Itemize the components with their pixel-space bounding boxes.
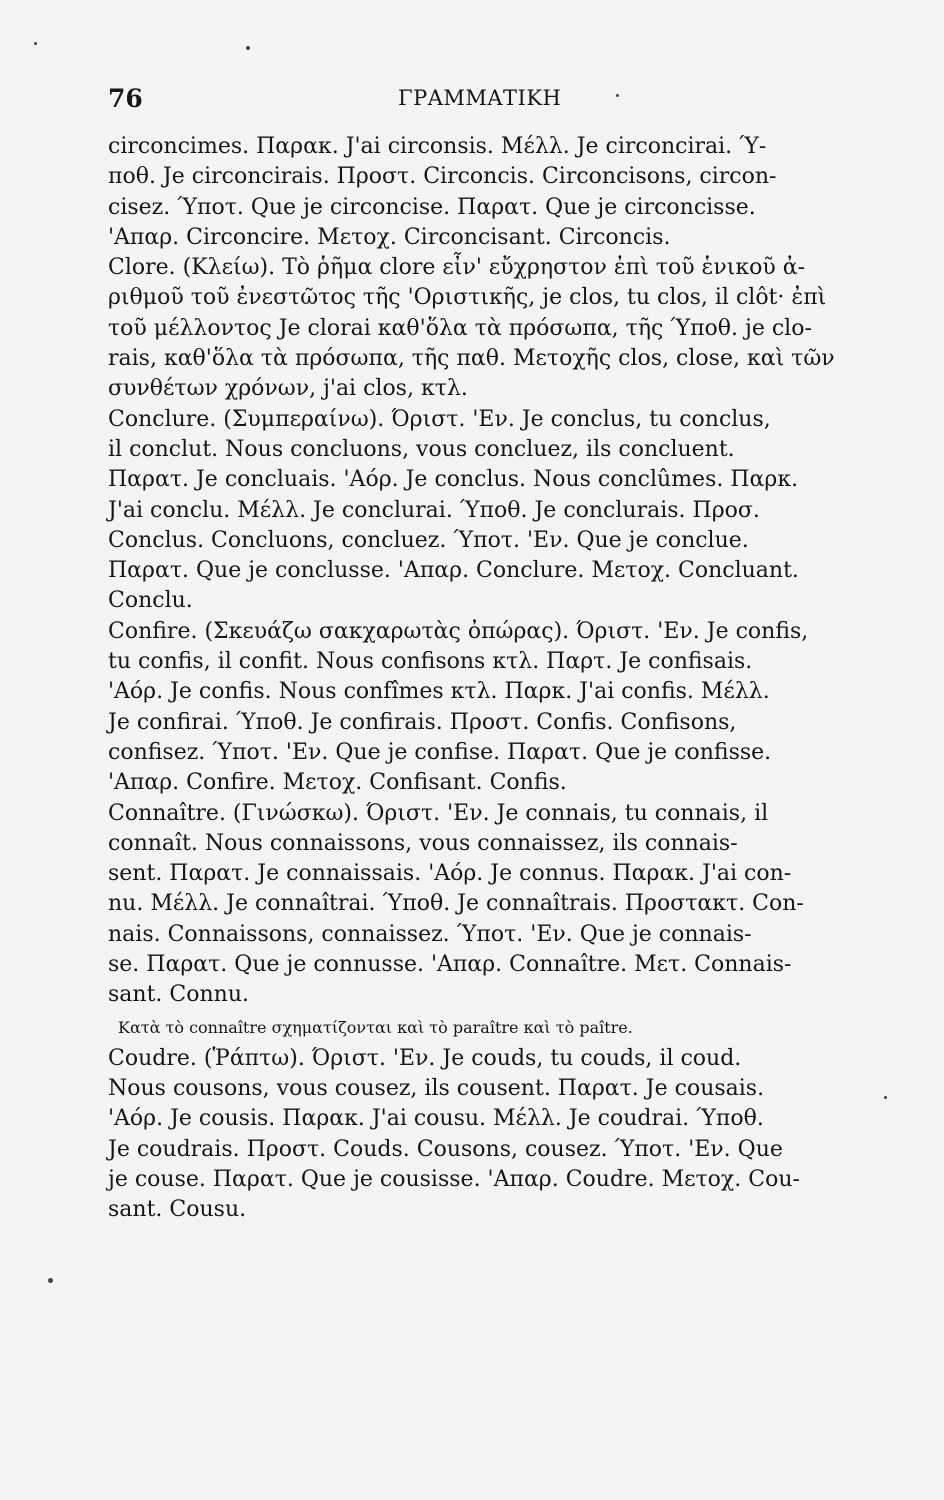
text-line: J'ai conclu. Μέλλ. Je conclurai. Ύποθ. Je conclurais. Προσ. (108, 497, 760, 523)
text-line: συνθέτων χρόνων, j'ai clos, κτλ. (108, 376, 468, 402)
text-line: rais, καθ'ὅλα τὰ πρόσωπα, τῆς παθ. Μετοχῆς clos, close, καὶ τῶν (108, 346, 835, 372)
text-line: τοῦ μέλλοντος Je clorai καθ'ὅλα τὰ πρόσωπα, τῆς Ύποθ. je clo- (108, 315, 812, 341)
dust-speck (884, 1096, 887, 1099)
text-line: Παρατ. Que je conclusse. 'Απαρ. Conclure. Μετοχ. Concluant. (108, 558, 799, 584)
page-header (108, 84, 866, 124)
text-line: ριθμοῦ τοῦ ἐνεστῶτος τῆς 'Οριστικῆς, je clos, tu clos, il clôt· ἐπὶ (108, 285, 827, 311)
text-line: Coudre. (Ῥάπτω). Όριστ. 'Εν. Je couds, tu couds, il coud. (108, 1045, 742, 1071)
footnote-line: Κατὰ τὸ connaître σχηματίζονται καὶ τὸ paraître καὶ τὸ paître. (118, 1017, 633, 1037)
running-title: ΓΡΑΜΜΑΤΙΚΗ (398, 86, 562, 110)
text-line: nu. Μέλλ. Je connaîtrai. Ύποθ. Je connaîtrais. Προστακτ. Con- (108, 891, 804, 917)
text-line: tu confis, il confit. Nous confisons κτλ. Παρτ. Je confisais. (108, 649, 753, 675)
text-line: Je coudrais. Προστ. Couds. Cousons, cousez. Ύποτ. 'Εν. Que (108, 1136, 783, 1162)
text-line: 'Αόρ. Je cousis. Παρακ. J'ai cousu. Μέλλ. Je coudrai. Ύποθ. (108, 1106, 764, 1132)
text-line: connaît. Nous connaissons, vous connaissez, ils connais- (108, 830, 738, 856)
text-line: sant. Cousu. (108, 1197, 247, 1223)
text-line: Παρατ. Je concluais. 'Αόρ. Je conclus. Nous conclûmes. Παρκ. (108, 467, 799, 493)
page-number: 76 (108, 84, 143, 113)
text-line: Clore. (Κλείω). Τὸ ῥῆμα clore εἶν' εὔχρηστον ἐπὶ τοῦ ἑνικοῦ ἀ- (108, 255, 806, 281)
text-line: confisez. Ύποτ. 'Εν. Que je confise. Παρατ. Que je confisse. (108, 739, 772, 765)
body-text (108, 132, 870, 1225)
text-line: Confire. (Σκευάζω σακχαρωτὰς ὀπώρας). Όριστ. 'Εν. Je confis, (108, 618, 809, 644)
text-line: Conclus. Concluons, concluez. Ύποτ. 'Εν. Que je conclue. (108, 527, 749, 553)
text-line: cisez. Ύποτ. Que je circoncise. Παρατ. Que je circoncisse. (108, 194, 756, 220)
text-line: Je confirai. Ύποθ. Je confirais. Προστ. Confis. Confisons, (108, 709, 737, 735)
text-line: 'Αόρ. Je confis. Nous confîmes κτλ. Παρκ. J'ai confis. Μέλλ. (108, 679, 770, 705)
text-line: 'Απαρ. Confire. Μετοχ. Confisant. Confis. (108, 770, 567, 796)
dust-speck (48, 1278, 53, 1283)
text-line: Nous cousons, vous cousez, ils cousent. Παρατ. Je cousais. (108, 1075, 765, 1101)
text-line: 'Απαρ. Circoncire. Μετοχ. Circoncisant. Circoncis. (108, 224, 671, 250)
text-line: ποθ. Je circoncirais. Προστ. Circoncis. Circoncisons, circon- (108, 164, 777, 190)
text-line: il conclut. Nous concluons, vous concluez, ils concluent. (108, 436, 735, 462)
text-line: Conclu. (108, 588, 193, 614)
text-line: Conclure. (Συμπεραίνω). Όριστ. 'Εν. Je conclus, tu conclus, (108, 406, 771, 432)
text-line: circoncimes. Παρακ. J'ai circonsis. Μέλλ. Je circoncirai. Ύ- (108, 134, 767, 159)
text-line: Connaître. (Γινώσκω). Όριστ. 'Εν. Je connais, tu connais, il (108, 800, 769, 826)
text-line: sant. Connu. (108, 982, 249, 1008)
text-line: sent. Παρατ. Je connaissais. 'Αόρ. Je connus. Παρακ. J'ai con- (108, 861, 792, 887)
dust-speck (34, 42, 37, 45)
text-line: je couse. Παρατ. Que je cousisse. 'Απαρ. Coudre. Μετοχ. Cou- (108, 1166, 800, 1192)
text-line: se. Παρατ. Que je connusse. 'Απαρ. Connaître. Μετ. Connais- (108, 952, 792, 978)
text-line: nais. Connaissons, connaissez. Ύποτ. 'Εν. Que je connais- (108, 921, 752, 947)
dust-speck (246, 46, 250, 50)
